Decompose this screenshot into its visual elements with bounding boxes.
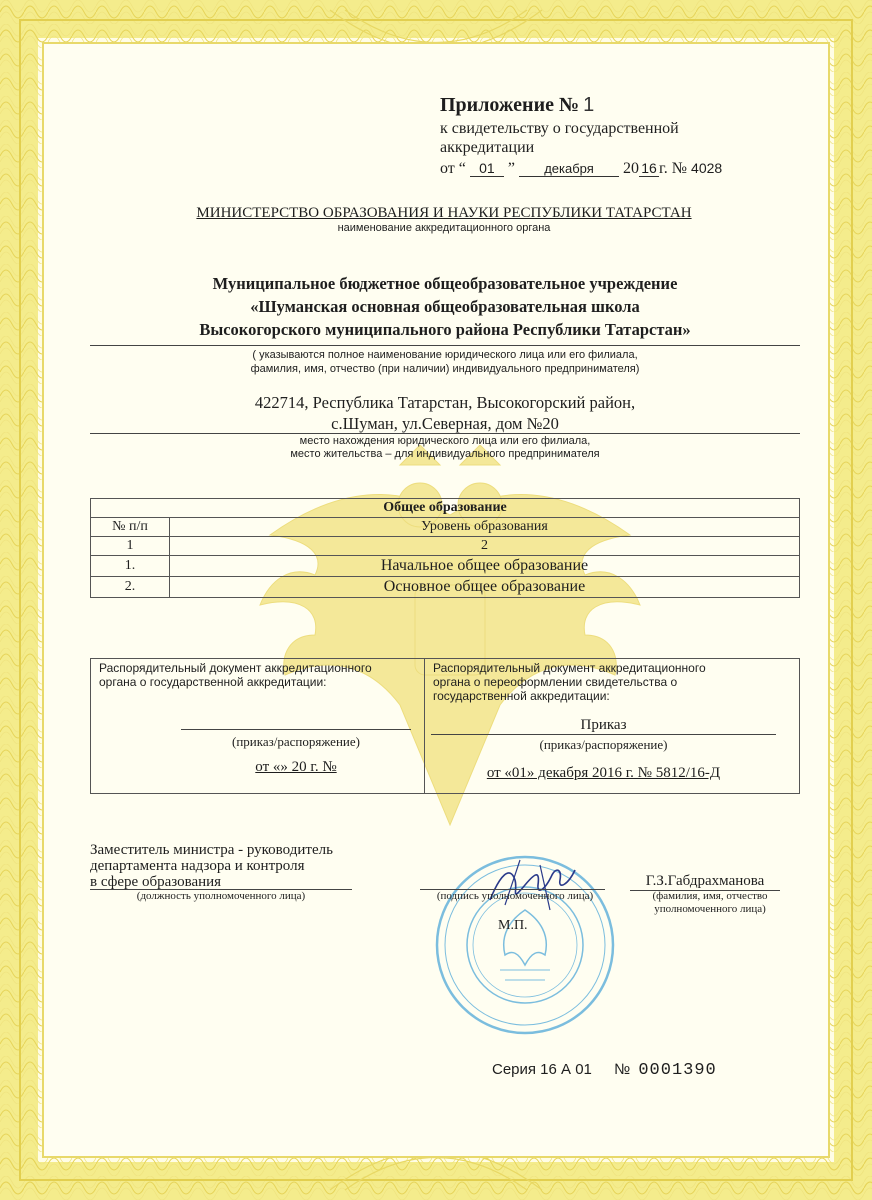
address-line2: с.Шуман, ул.Северная, дом №20: [331, 414, 559, 433]
appendix-date-line: [440, 160, 722, 178]
organization-name: [90, 272, 800, 341]
address-caption: [90, 435, 800, 461]
organization-caption1: ( указываются полное наименование юридического лица или его филиала,: [252, 349, 638, 361]
serial-block: [492, 1061, 717, 1080]
right-doc-title3: государственной аккредитации:: [433, 689, 610, 703]
address-caption2: место жительства – для индивидуального предпринимателя: [290, 448, 600, 460]
address-block: [90, 392, 800, 434]
position-caption: (должность уполномоченного лица): [136, 890, 306, 902]
name-caption1: (фамилия, имя, отчество: [652, 890, 768, 902]
table-title-row: [91, 499, 800, 518]
header-number: № п/п: [91, 518, 170, 537]
left-doc-title2: органа о государственной аккредитации:: [99, 675, 327, 689]
education-table-wrapper: [90, 498, 800, 598]
header-level: Уровень образования: [170, 518, 800, 537]
left-doc-title: [99, 661, 419, 689]
ministry-block: [90, 205, 798, 234]
organization-line1: Муниципальное бюджетное общеобразовательное учреждение: [212, 274, 678, 293]
organization-underline: [90, 345, 800, 346]
right-doc-title2: органа о переоформлении свидетельства о: [433, 675, 678, 689]
index-col2: 2: [170, 537, 800, 556]
left-doc-date: от «» 20 г. №: [255, 759, 337, 775]
date-day: 01: [470, 160, 504, 177]
appendix-line1: к свидетельству о государственной: [440, 120, 679, 137]
certificate-number: 4028: [691, 160, 723, 176]
signer-position2: департамента надзора и контроля: [90, 858, 305, 874]
row-level: Основное общее образование: [170, 577, 800, 598]
appendix-heading: [440, 94, 594, 117]
date-from-label: от “: [440, 160, 466, 177]
organization-line2: «Шуманская основная общеобразовательная школа: [250, 297, 640, 316]
right-doc-title1: Распорядительный документ аккредитационного: [433, 661, 706, 675]
row-number: 1.: [91, 556, 170, 577]
education-table: [90, 498, 800, 598]
date-g-label: г. №: [659, 160, 688, 177]
table-row: [91, 556, 800, 577]
signer-position: [90, 842, 333, 890]
date-year-suffix: 16: [639, 160, 659, 177]
left-doc-title1: Распорядительный документ аккредитационного: [99, 661, 372, 675]
documents-divider: [424, 659, 425, 793]
signer-position3: в сфере образования: [90, 874, 222, 890]
signature-caption: (подпись уполномоченного лица): [436, 890, 594, 902]
right-doc-type: Приказ: [431, 717, 776, 735]
organization-caption: [90, 348, 800, 376]
ministry-caption: наименование аккредитационного органа: [337, 222, 551, 234]
serial-number: 0001390: [638, 1061, 717, 1080]
index-col1: 1: [91, 537, 170, 556]
series-label: Серия 16 А 01: [492, 1061, 592, 1078]
handwritten-signature: [480, 855, 580, 915]
left-doc-underline: [181, 729, 411, 730]
name-caption2: уполномоченного лица): [654, 903, 766, 915]
address-line1: 422714, Республика Татарстан, Высокогорский район,: [254, 393, 636, 412]
date-month: декабря: [519, 161, 619, 177]
left-doc-caption: (приказ/распоряжение): [232, 734, 360, 749]
serial-number-label: №: [614, 1061, 631, 1078]
right-doc-caption: (приказ/распоряжение): [539, 737, 668, 752]
name-caption: [630, 890, 790, 916]
organization-line3: Высокогорского муниципального района Республики Татарстан»: [199, 320, 691, 339]
documents-box: [90, 658, 800, 794]
row-number: 2.: [91, 577, 170, 598]
signer-name: Г.З.Габдрахманова: [630, 873, 780, 891]
appendix-line2: аккредитации: [440, 139, 535, 156]
appendix-number: 1: [583, 94, 595, 116]
date-year-prefix: 20: [623, 160, 639, 177]
table-header-row: [91, 518, 800, 537]
table-row: [91, 577, 800, 598]
table-title: Общее образование: [91, 499, 800, 518]
signer-position1: Заместитель министра - руководитель: [90, 842, 333, 858]
date-quote-close: ”: [507, 160, 515, 177]
right-doc-date: от «01» декабря 2016 г. № 5812/16-Д: [486, 765, 721, 781]
address-caption1: место нахождения юридического лица или его филиала,: [299, 435, 591, 447]
address-underline: [90, 433, 800, 434]
seal-label: М.П.: [498, 918, 528, 933]
ministry-name: МИНИСТЕРСТВО ОБРАЗОВАНИЯ И НАУКИ РЕСПУБЛИКИ ТАТАРСТАН: [196, 205, 692, 221]
organization-caption2: фамилия, имя, отчество (при наличии) индивидуального предпринимателя): [250, 363, 640, 375]
appendix-title: Приложение №: [440, 94, 580, 116]
table-index-row: [91, 537, 800, 556]
right-doc-title: [433, 661, 793, 703]
row-level: Начальное общее образование: [170, 556, 800, 577]
